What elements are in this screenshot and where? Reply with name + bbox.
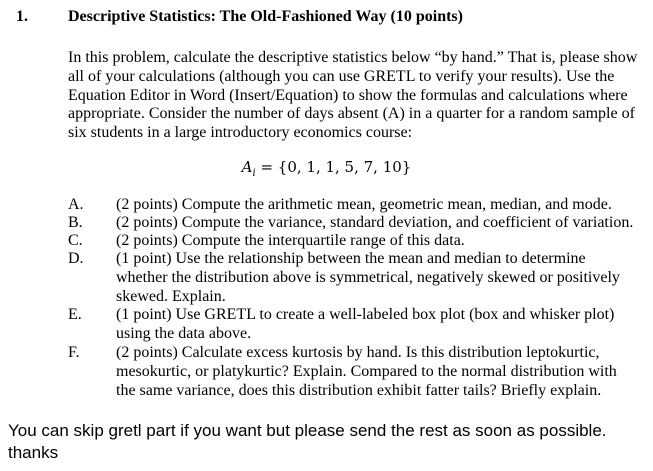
part-line: (2 points) Calculate excess kurtosis by hand. Is this distribution leptokurtic, [116, 344, 600, 361]
part-text-f [116, 344, 648, 400]
note-line: thanks [8, 443, 59, 462]
equation-variable: A [241, 158, 253, 176]
intro-line: In this problem, calculate the descriptive statistics below “by hand.” That is, please show [68, 49, 638, 66]
equation-subscript: i [252, 168, 256, 179]
intro-line: appropriate. Consider the number of days absent (A) in a quarter for a random sample of [68, 105, 635, 123]
intro-line: all of your calculations (although you can use GRETL to verify your results). Use the [68, 67, 615, 85]
part-line: (1 point) Use GRETL to create a well-labeled box plot (box and whisker plot) [116, 306, 615, 323]
part-text-c [116, 232, 648, 251]
part-line: whether the distribution above is symmetrical, negatively skewed or positively [116, 268, 620, 286]
part-text-d [116, 250, 648, 306]
part-line: (1 point) Use the relationship between the mean and median to determine [116, 250, 586, 267]
part-line: using the data above. [116, 324, 252, 342]
question-number: 1. [16, 8, 28, 25]
question-intro [68, 49, 648, 143]
question-title: Descriptive Statistics: The Old-Fashioned Way (10 points) [68, 8, 463, 25]
student-note [8, 420, 653, 464]
note-line: You can skip gretl part if you want but please send the rest as soon as possible. [8, 421, 607, 440]
part-letter-c: C. [68, 232, 83, 249]
part-text-e [116, 306, 648, 344]
intro-line: six students in a large introductory economics course: [68, 124, 413, 142]
part-letter-a: A. [68, 196, 84, 213]
part-text-a [116, 196, 648, 215]
part-letter-f: F. [68, 344, 80, 361]
part-line: skewed. Explain. [116, 287, 226, 305]
part-line: (2 points) Compute the arithmetic mean, geometric mean, median, and mode. [116, 196, 612, 213]
equation-values: = {0, 1, 1, 5, 7, 10} [255, 158, 412, 176]
data-equation [0, 158, 653, 179]
part-letter-e: E. [68, 306, 82, 323]
intro-line: Equation Editor in Word (Insert/Equation) to show the formulas and calculations where [68, 86, 628, 104]
part-letter-d: D. [68, 250, 84, 267]
part-text-b [116, 214, 648, 233]
part-letter-b: B. [68, 214, 83, 231]
part-line: (2 points) Compute the variance, standard deviation, and coefficient of variation. [116, 214, 634, 231]
part-line: (2 points) Compute the interquartile range of this data. [116, 232, 465, 249]
part-line: mesokurtic, or platykurtic? Explain. Compared to the normal distribution with [116, 362, 617, 380]
part-line: the same variance, does this distribution exhibit fatter tails? Briefly explain. [116, 381, 602, 399]
